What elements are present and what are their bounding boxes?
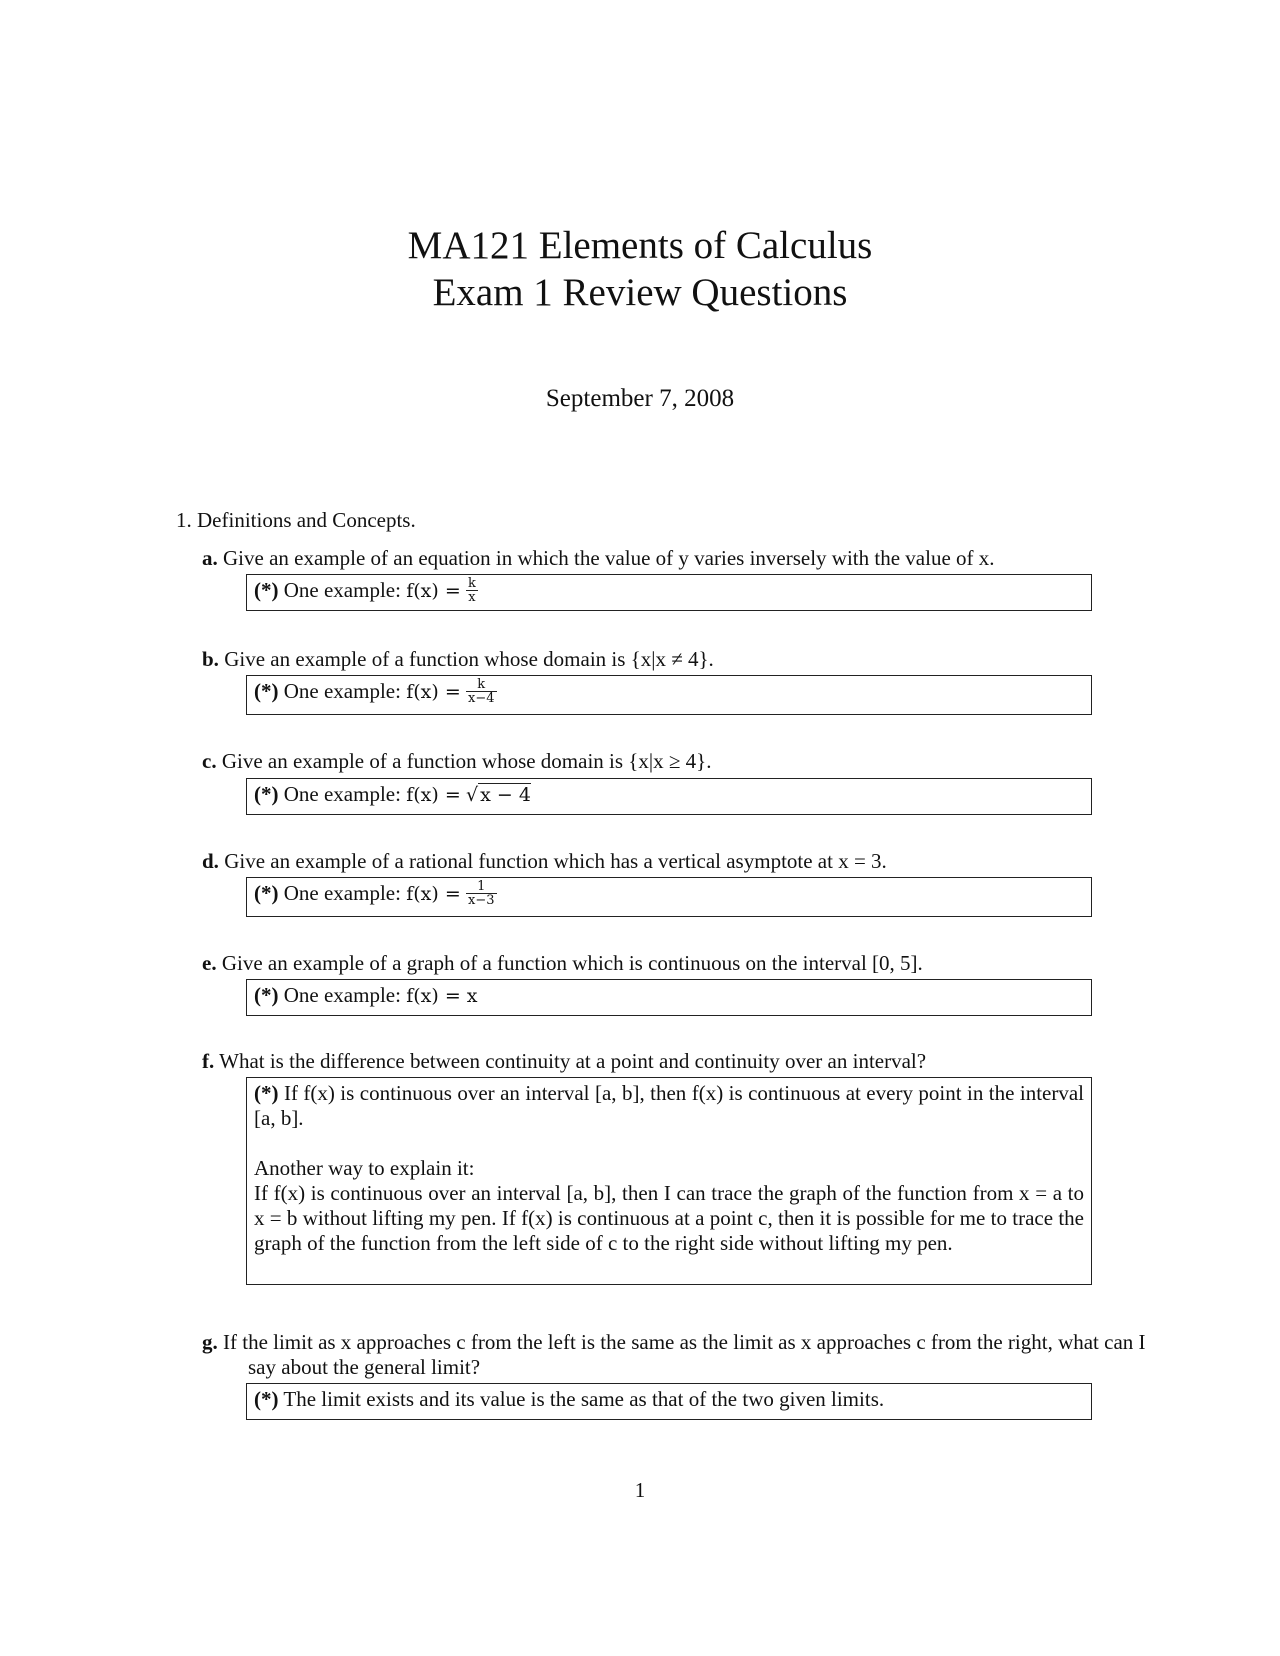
question-text: Give an example of a graph of a function which is continuous on the interval [0, 5]. [221, 951, 923, 975]
answer-text: The limit exists and its value is the same as that of the two given limits. [283, 1387, 885, 1411]
answer-box-b [246, 675, 1092, 715]
question-c [202, 749, 1132, 774]
fraction-denominator: x [468, 589, 476, 605]
page-title [0, 222, 1280, 316]
answer-marker: (*) [254, 1387, 279, 1411]
question-letter: d. [202, 849, 219, 873]
exam-title: Exam 1 Review Questions [432, 271, 848, 314]
question-letter: g. [202, 1330, 218, 1354]
question-d [202, 849, 1132, 874]
section-heading: 1. Definitions and Concepts. [176, 508, 416, 532]
answer-marker: (*) [254, 578, 279, 602]
answer-box-g [246, 1383, 1092, 1420]
page-number: 1 [634, 1478, 646, 1502]
answer-lhs: f(x) = [406, 580, 461, 602]
question-g [202, 1330, 1148, 1380]
answer-marker: (*) [254, 679, 279, 703]
question-text: Give an example of a function whose domain is {x|x ≠ 4}. [224, 647, 714, 671]
answer-label: One example: [283, 782, 401, 806]
answer-fraction [466, 678, 497, 705]
fraction-denominator: x−3 [468, 892, 495, 908]
question-b [202, 647, 1132, 672]
question-text: What is the difference between continuity at a point and continuity over an interval? [219, 1049, 927, 1073]
answer-lhs: f(x) = [406, 784, 461, 806]
answer-marker: (*) [254, 983, 279, 1007]
question-letter: b. [202, 647, 219, 671]
question-letter: e. [202, 951, 217, 975]
answer-box-e [246, 979, 1092, 1016]
answer-marker: (*) [254, 782, 279, 806]
answer-label: One example: [283, 881, 401, 905]
answer-box-d [246, 877, 1092, 917]
question-letter: f. [202, 1049, 215, 1073]
answer-square-root: √ x − 4 [466, 784, 531, 806]
answer-fraction [466, 577, 478, 604]
answer-box-c [246, 778, 1092, 815]
answer-lhs: f(x) = [406, 883, 461, 905]
answer-subheading: Another way to explain it: [254, 1156, 475, 1180]
square-root-radicand: x − 4 [480, 784, 531, 806]
question-f [202, 1049, 1132, 1074]
answer-marker: (*) [254, 881, 279, 905]
answer-label: One example: [283, 679, 401, 703]
answer-paragraph-1 [254, 1081, 1084, 1131]
answer-lhs: f(x) = [406, 681, 461, 703]
answer-box-a [246, 574, 1092, 611]
answer-math: f(x) = x [406, 985, 478, 1007]
fraction-numerator: k [468, 575, 476, 591]
question-text: Give an example of an equation in which the value of y varies inversely with the value of x. [223, 546, 995, 570]
document-date: September 7, 2008 [545, 385, 735, 412]
question-e [202, 951, 1132, 976]
question-a [202, 546, 1132, 571]
course-title: MA121 Elements of Calculus [407, 224, 873, 267]
answer-text: If f(x) is continuous over an interval [a, b], then f(x) is continuous at every point in the interval [a, b]. [254, 1081, 1085, 1130]
question-letter: c. [202, 749, 217, 773]
answer-label: One example: [283, 983, 401, 1007]
answer-paragraph-2: If f(x) is continuous over an interval [a, b], then I can trace the graph of the function from x = a to x = b without lifting my pen. If f(x) is continuous at a point c, then it is possible for me to trace the graph of the function from the left side of c to the right side without lifting my pen. [254, 1181, 1084, 1255]
answer-label: One example: [283, 578, 401, 602]
answer-fraction [466, 880, 497, 907]
fraction-numerator: 1 [466, 880, 497, 894]
fraction-denominator: x−4 [468, 690, 495, 706]
answer-marker: (*) [254, 1081, 279, 1105]
question-letter: a. [202, 546, 218, 570]
question-text: If the limit as x approaches c from the left is the same as the limit as x approaches c from the right, what can I say about the general limit? [223, 1330, 1146, 1379]
question-text: Give an example of a function whose domain is {x|x ≥ 4}. [221, 749, 712, 773]
fraction-numerator: k [466, 678, 497, 692]
answer-box-f [246, 1077, 1092, 1285]
question-text: Give an example of a rational function which has a vertical asymptote at x = 3. [224, 849, 887, 873]
